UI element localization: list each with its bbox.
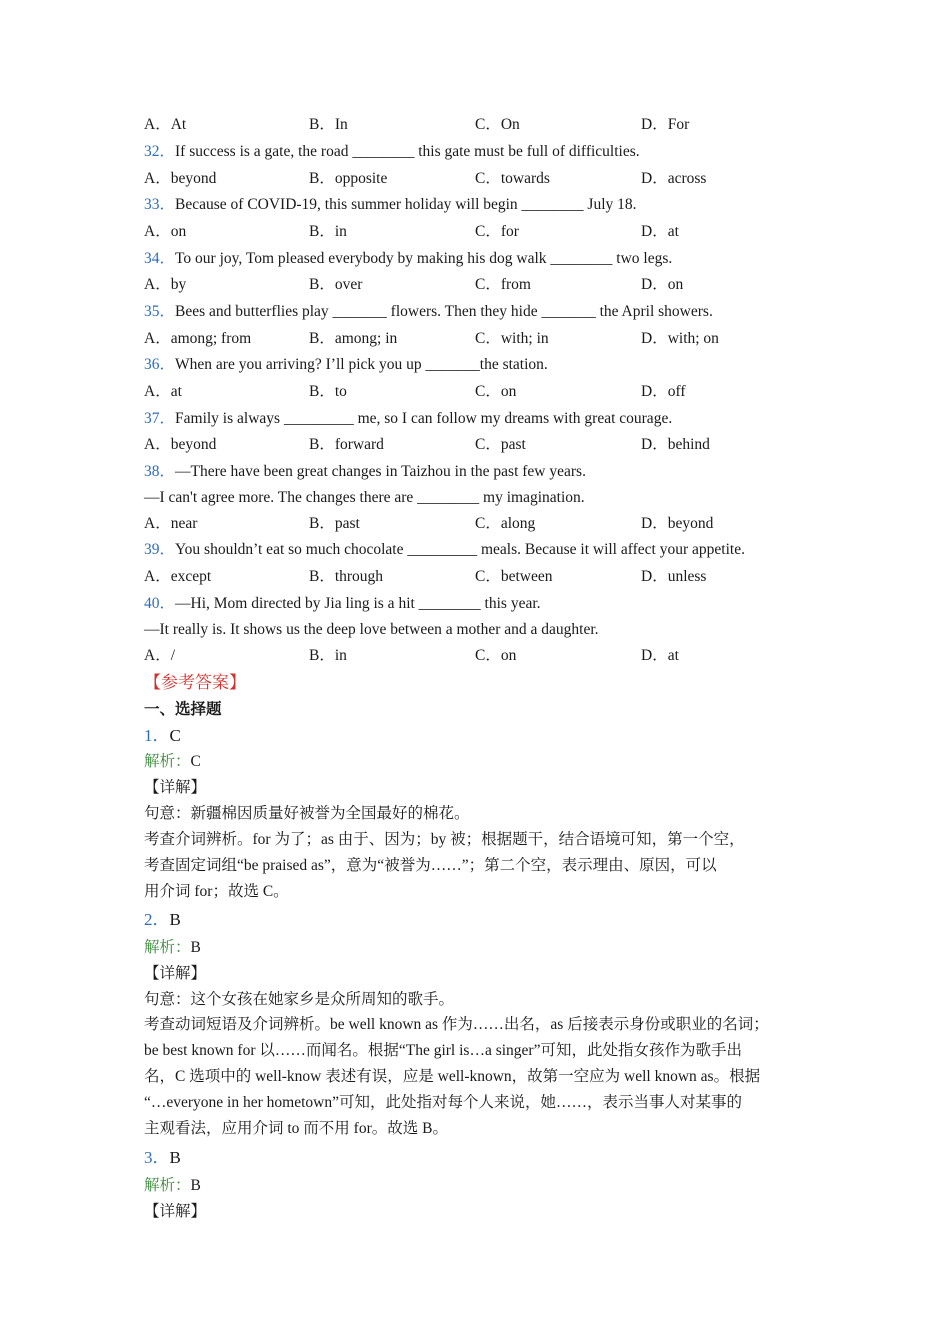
option-a: A．at	[144, 383, 182, 400]
option-c: C．between	[475, 568, 553, 585]
question-38	[144, 461, 586, 483]
explanation-line: 考查动词短语及介词辨析。be well known as 作为……出名，as 后接表示身份或职业的名词；	[144, 1016, 769, 1033]
question-text: —Hi, Mom directed by Jia ling is a hit ________ this year.	[175, 595, 541, 612]
question-text: Because of COVID-19, this summer holiday will begin ________ July 18.	[175, 196, 637, 213]
detail-label: 【详解】	[144, 779, 207, 796]
option-c: C．for	[475, 223, 519, 240]
option-a: A．beyond	[144, 436, 217, 453]
explanation-line: 句意：新疆棉因质量好被誉为全国最好的棉花。	[144, 805, 470, 822]
answer-3-jiexi	[144, 1175, 201, 1197]
answer-letter: B	[169, 1148, 181, 1167]
q35-options	[144, 328, 844, 350]
jiexi-value: B	[190, 939, 201, 956]
option-d: D．off	[641, 383, 686, 400]
answer-3	[144, 1147, 181, 1170]
jiexi-value: C	[190, 753, 201, 770]
explanation-line: be best known for 以……而闻名。根据“The girl is…a singer”可知，此处指女孩作为歌手出	[144, 1042, 742, 1059]
q31-options	[144, 114, 844, 136]
jiexi-value: B	[190, 1177, 201, 1194]
q32-options	[144, 168, 844, 190]
option-b: B．In	[309, 116, 348, 133]
explanation-line: 用介词 for；故选 C。	[144, 883, 289, 900]
q38-options	[144, 513, 844, 535]
explanation-line: 句意：这个女孩在她家乡是众所周知的歌手。	[144, 991, 455, 1008]
question-text: When are you arriving? I’ll pick you up _______the station.	[175, 356, 548, 373]
question-number: 36．	[144, 356, 176, 373]
question-37	[144, 408, 672, 430]
answer-number: 1．	[144, 726, 170, 745]
option-d: D．on	[641, 276, 684, 293]
answer-letter: C	[169, 726, 181, 745]
section-title: 一、选择题	[144, 701, 222, 718]
question-33	[144, 194, 637, 216]
option-b: B．forward	[309, 436, 384, 453]
detail-label: 【详解】	[144, 965, 207, 982]
option-a: A．/	[144, 647, 176, 664]
option-b: B．past	[309, 515, 360, 532]
answer-number: 2．	[144, 910, 170, 929]
question-35	[144, 301, 713, 323]
option-c: C．past	[475, 436, 526, 453]
question-34	[144, 248, 672, 270]
option-c: C．on	[475, 383, 517, 400]
question-38-reply: —I can't agree more. The changes there are ________ my imagination.	[144, 489, 585, 506]
option-a: A．At	[144, 116, 187, 133]
explanation-line: 名，C 选项中的 well-know 表述有误，应是 well-known，故第一空应为 well known as。根据	[144, 1068, 761, 1085]
answer-number: 3．	[144, 1148, 170, 1167]
option-b: B．through	[309, 568, 384, 585]
q40-options	[144, 645, 844, 667]
jiexi-label: 解析：	[144, 939, 191, 956]
option-b: B．to	[309, 383, 347, 400]
option-d: D．For	[641, 116, 690, 133]
option-d: D．with; on	[641, 330, 719, 347]
option-a: A．beyond	[144, 170, 217, 187]
q33-options	[144, 221, 844, 243]
question-32	[144, 141, 640, 163]
option-b: B．opposite	[309, 170, 388, 187]
question-text: You shouldn’t eat so much chocolate _________ meals. Because it will affect your appetite.	[175, 541, 745, 558]
q37-options	[144, 434, 844, 456]
answer-1	[144, 725, 181, 748]
option-a: A．on	[144, 223, 187, 240]
question-text: Bees and butterflies play _______ flowers. Then they hide _______ the April showers.	[175, 303, 713, 320]
question-number: 38．	[144, 463, 176, 480]
question-40	[144, 593, 541, 615]
option-a: A．among; from	[144, 330, 252, 347]
option-b: B．among; in	[309, 330, 398, 347]
option-c: C．from	[475, 276, 531, 293]
answer-letter: B	[169, 910, 181, 929]
question-40-reply: —It really is. It shows us the deep love between a mother and a daughter.	[144, 621, 599, 638]
question-text: To our joy, Tom pleased everybody by making his dog walk ________ two legs.	[175, 250, 673, 267]
option-c: C．with; in	[475, 330, 549, 347]
answer-1-jiexi	[144, 751, 201, 773]
detail-label: 【详解】	[144, 1203, 207, 1220]
question-number: 35．	[144, 303, 176, 320]
option-d: D．across	[641, 170, 707, 187]
question-number: 40．	[144, 595, 176, 612]
option-d: D．unless	[641, 568, 707, 585]
option-b: B．in	[309, 647, 347, 664]
question-39	[144, 539, 745, 561]
option-c: C．along	[475, 515, 536, 532]
option-d: D．behind	[641, 436, 710, 453]
question-number: 37．	[144, 410, 176, 427]
option-d: D．beyond	[641, 515, 714, 532]
answer-key-header: 【参考答案】	[144, 673, 246, 692]
answer-2	[144, 909, 181, 932]
option-d: D．at	[641, 647, 679, 664]
option-b: B．in	[309, 223, 347, 240]
q34-options	[144, 274, 844, 296]
option-d: D．at	[641, 223, 679, 240]
jiexi-label: 解析：	[144, 753, 191, 770]
question-text: —There have been great changes in Taizhou in the past few years.	[175, 463, 586, 480]
q39-options	[144, 566, 844, 588]
explanation-line: 考查固定词组“be praised as”，意为“被誉为……”；第二个空，表示理由、原因，可以	[144, 857, 717, 874]
option-a: A．except	[144, 568, 212, 585]
option-c: C．On	[475, 116, 520, 133]
option-a: A．near	[144, 515, 198, 532]
question-36	[144, 354, 548, 376]
question-number: 39．	[144, 541, 176, 558]
option-c: C．towards	[475, 170, 550, 187]
jiexi-label: 解析：	[144, 1177, 191, 1194]
q36-options	[144, 381, 844, 403]
answer-2-jiexi	[144, 937, 201, 959]
option-c: C．on	[475, 647, 517, 664]
question-number: 33．	[144, 196, 176, 213]
explanation-line: 考查介词辨析。for 为了；as 由于、因为；by 被；根据题干，结合语境可知，第一个空，	[144, 831, 745, 848]
option-a: A．by	[144, 276, 187, 293]
question-text: Family is always _________ me, so I can follow my dreams with great courage.	[175, 410, 673, 427]
explanation-line: 主观看法，应用介词 to 而不用 for。故选 B。	[144, 1120, 448, 1137]
question-number: 34．	[144, 250, 176, 267]
question-number: 32．	[144, 143, 176, 160]
explanation-line: “…everyone in her hometown”可知，此处指对每个人来说，她……，表示当事人对某事的	[144, 1094, 742, 1111]
option-b: B．over	[309, 276, 363, 293]
question-text: If success is a gate, the road ________ this gate must be full of difficulties.	[175, 143, 640, 160]
